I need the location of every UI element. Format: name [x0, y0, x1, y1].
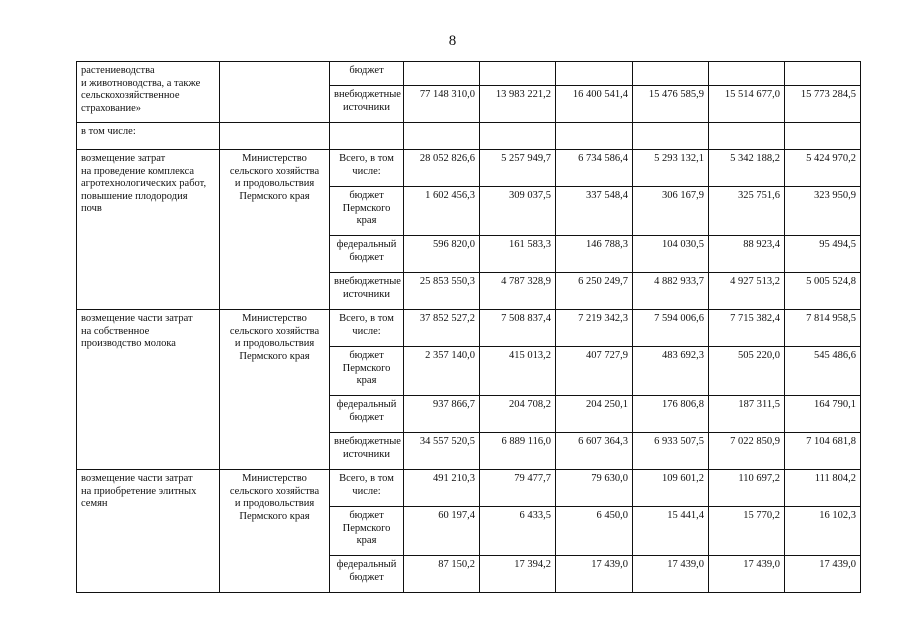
amount-cell: 77 148 310,0 — [404, 86, 480, 123]
amount-cell: 17 439,0 — [785, 556, 861, 593]
empty-cell — [633, 123, 709, 150]
table-body — [77, 62, 861, 593]
amount-cell: 28 052 826,6 — [404, 150, 480, 187]
amount-cell: 15 476 585,9 — [633, 86, 709, 123]
amount-cell: 34 557 520,5 — [404, 433, 480, 470]
amount-cell: 17 439,0 — [556, 556, 633, 593]
amount-cell: 6 889 116,0 — [480, 433, 556, 470]
amount-cell: 15 514 677,0 — [709, 86, 785, 123]
measure-description: возмещение затрат на проведение комплекса агротехнологических работ, повышение плодородия почв — [77, 150, 220, 310]
amount-cell: 5 257 949,7 — [480, 150, 556, 187]
empty-cell — [709, 123, 785, 150]
funding-source: внебюджетные источники — [330, 86, 404, 123]
amount-cell: 37 852 527,2 — [404, 310, 480, 347]
funding-source: внебюджетные источники — [330, 273, 404, 310]
empty-cell — [785, 123, 861, 150]
page-number: 8 — [448, 33, 457, 49]
amount-cell: 937 866,7 — [404, 396, 480, 433]
amount-cell — [709, 62, 785, 86]
amount-cell: 505 220,0 — [709, 347, 785, 396]
measure-description: возмещение части затрат на приобретение элитных семян — [77, 470, 220, 593]
amount-cell: 407 727,9 — [556, 347, 633, 396]
amount-cell — [556, 62, 633, 86]
amount-cell: 110 697,2 — [709, 470, 785, 507]
amount-cell: 17 439,0 — [633, 556, 709, 593]
amount-cell: 16 400 541,4 — [556, 86, 633, 123]
amount-cell: 87 150,2 — [404, 556, 480, 593]
amount-cell: 104 030,5 — [633, 236, 709, 273]
amount-cell: 2 357 140,0 — [404, 347, 480, 396]
funding-source: федеральный бюджет — [330, 236, 404, 273]
amount-cell: 13 983 221,2 — [480, 86, 556, 123]
funding-source: бюджет — [330, 62, 404, 86]
amount-cell: 5 342 188,2 — [709, 150, 785, 187]
amount-cell: 5 293 132,1 — [633, 150, 709, 187]
amount-cell: 17 394,2 — [480, 556, 556, 593]
amount-cell — [404, 62, 480, 86]
budget-table — [76, 61, 861, 593]
amount-cell: 1 602 456,3 — [404, 187, 480, 236]
empty-cell — [330, 123, 404, 150]
amount-cell: 176 806,8 — [633, 396, 709, 433]
amount-cell: 7 715 382,4 — [709, 310, 785, 347]
amount-cell: 15 441,4 — [633, 507, 709, 556]
amount-cell — [480, 62, 556, 86]
amount-cell: 483 692,3 — [633, 347, 709, 396]
funding-source: Всего, в том числе: — [330, 310, 404, 347]
amount-cell: 7 814 958,5 — [785, 310, 861, 347]
amount-cell: 60 197,4 — [404, 507, 480, 556]
responsible-organization: Министерство сельского хозяйства и продовольствия Пермского края — [220, 310, 330, 470]
empty-cell — [480, 123, 556, 150]
amount-cell: 161 583,3 — [480, 236, 556, 273]
amount-cell: 111 804,2 — [785, 470, 861, 507]
amount-cell: 79 477,7 — [480, 470, 556, 507]
amount-cell: 17 439,0 — [709, 556, 785, 593]
amount-cell: 109 601,2 — [633, 470, 709, 507]
funding-source: Всего, в том числе: — [330, 470, 404, 507]
amount-cell: 7 594 006,6 — [633, 310, 709, 347]
amount-cell: 306 167,9 — [633, 187, 709, 236]
amount-cell: 7 219 342,3 — [556, 310, 633, 347]
funding-source: Всего, в том числе: — [330, 150, 404, 187]
amount-cell: 337 548,4 — [556, 187, 633, 236]
funding-source: федеральный бюджет — [330, 556, 404, 593]
table-row — [77, 150, 861, 187]
amount-cell: 5 424 970,2 — [785, 150, 861, 187]
amount-cell: 16 102,3 — [785, 507, 861, 556]
amount-cell: 88 923,4 — [709, 236, 785, 273]
amount-cell: 146 788,3 — [556, 236, 633, 273]
empty-cell — [404, 123, 480, 150]
amount-cell: 7 508 837,4 — [480, 310, 556, 347]
funding-source: бюджет Пермского края — [330, 507, 404, 556]
amount-cell — [633, 62, 709, 86]
amount-cell: 6 250 249,7 — [556, 273, 633, 310]
responsible-organization — [220, 62, 330, 123]
amount-cell: 5 005 524,8 — [785, 273, 861, 310]
table-row — [77, 62, 861, 86]
amount-cell: 545 486,6 — [785, 347, 861, 396]
amount-cell: 6 450,0 — [556, 507, 633, 556]
amount-cell: 15 770,2 — [709, 507, 785, 556]
amount-cell: 187 311,5 — [709, 396, 785, 433]
amount-cell: 6 933 507,5 — [633, 433, 709, 470]
amount-cell: 7 022 850,9 — [709, 433, 785, 470]
funding-source: бюджет Пермского края — [330, 187, 404, 236]
amount-cell: 4 882 933,7 — [633, 273, 709, 310]
amount-cell: 491 210,3 — [404, 470, 480, 507]
measure-description: растениеводства и животноводства, а также сельскохозяйственное страхование» — [77, 62, 220, 123]
amount-cell: 7 104 681,8 — [785, 433, 861, 470]
amount-cell: 6 433,5 — [480, 507, 556, 556]
amount-cell: 325 751,6 — [709, 187, 785, 236]
responsible-organization: Министерство сельского хозяйства и продовольствия Пермского края — [220, 150, 330, 310]
amount-cell: 6 734 586,4 — [556, 150, 633, 187]
amount-cell: 4 927 513,2 — [709, 273, 785, 310]
amount-cell: 95 494,5 — [785, 236, 861, 273]
section-header-cell: в том числе: — [77, 123, 220, 150]
amount-cell: 15 773 284,5 — [785, 86, 861, 123]
table-row — [77, 470, 861, 507]
funding-source: бюджет Пермского края — [330, 347, 404, 396]
table-row — [77, 310, 861, 347]
empty-cell — [556, 123, 633, 150]
funding-source: внебюджетные источники — [330, 433, 404, 470]
amount-cell: 6 607 364,3 — [556, 433, 633, 470]
responsible-organization: Министерство сельского хозяйства и продовольствия Пермского края — [220, 470, 330, 593]
amount-cell: 204 708,2 — [480, 396, 556, 433]
amount-cell — [785, 62, 861, 86]
funding-source: федеральный бюджет — [330, 396, 404, 433]
amount-cell: 323 950,9 — [785, 187, 861, 236]
amount-cell: 204 250,1 — [556, 396, 633, 433]
amount-cell: 4 787 328,9 — [480, 273, 556, 310]
amount-cell: 25 853 550,3 — [404, 273, 480, 310]
amount-cell: 164 790,1 — [785, 396, 861, 433]
empty-cell — [220, 123, 330, 150]
table-row — [77, 123, 861, 150]
amount-cell: 415 013,2 — [480, 347, 556, 396]
amount-cell: 309 037,5 — [480, 187, 556, 236]
amount-cell: 79 630,0 — [556, 470, 633, 507]
amount-cell: 596 820,0 — [404, 236, 480, 273]
measure-description: возмещение части затрат на собственное производство молока — [77, 310, 220, 470]
